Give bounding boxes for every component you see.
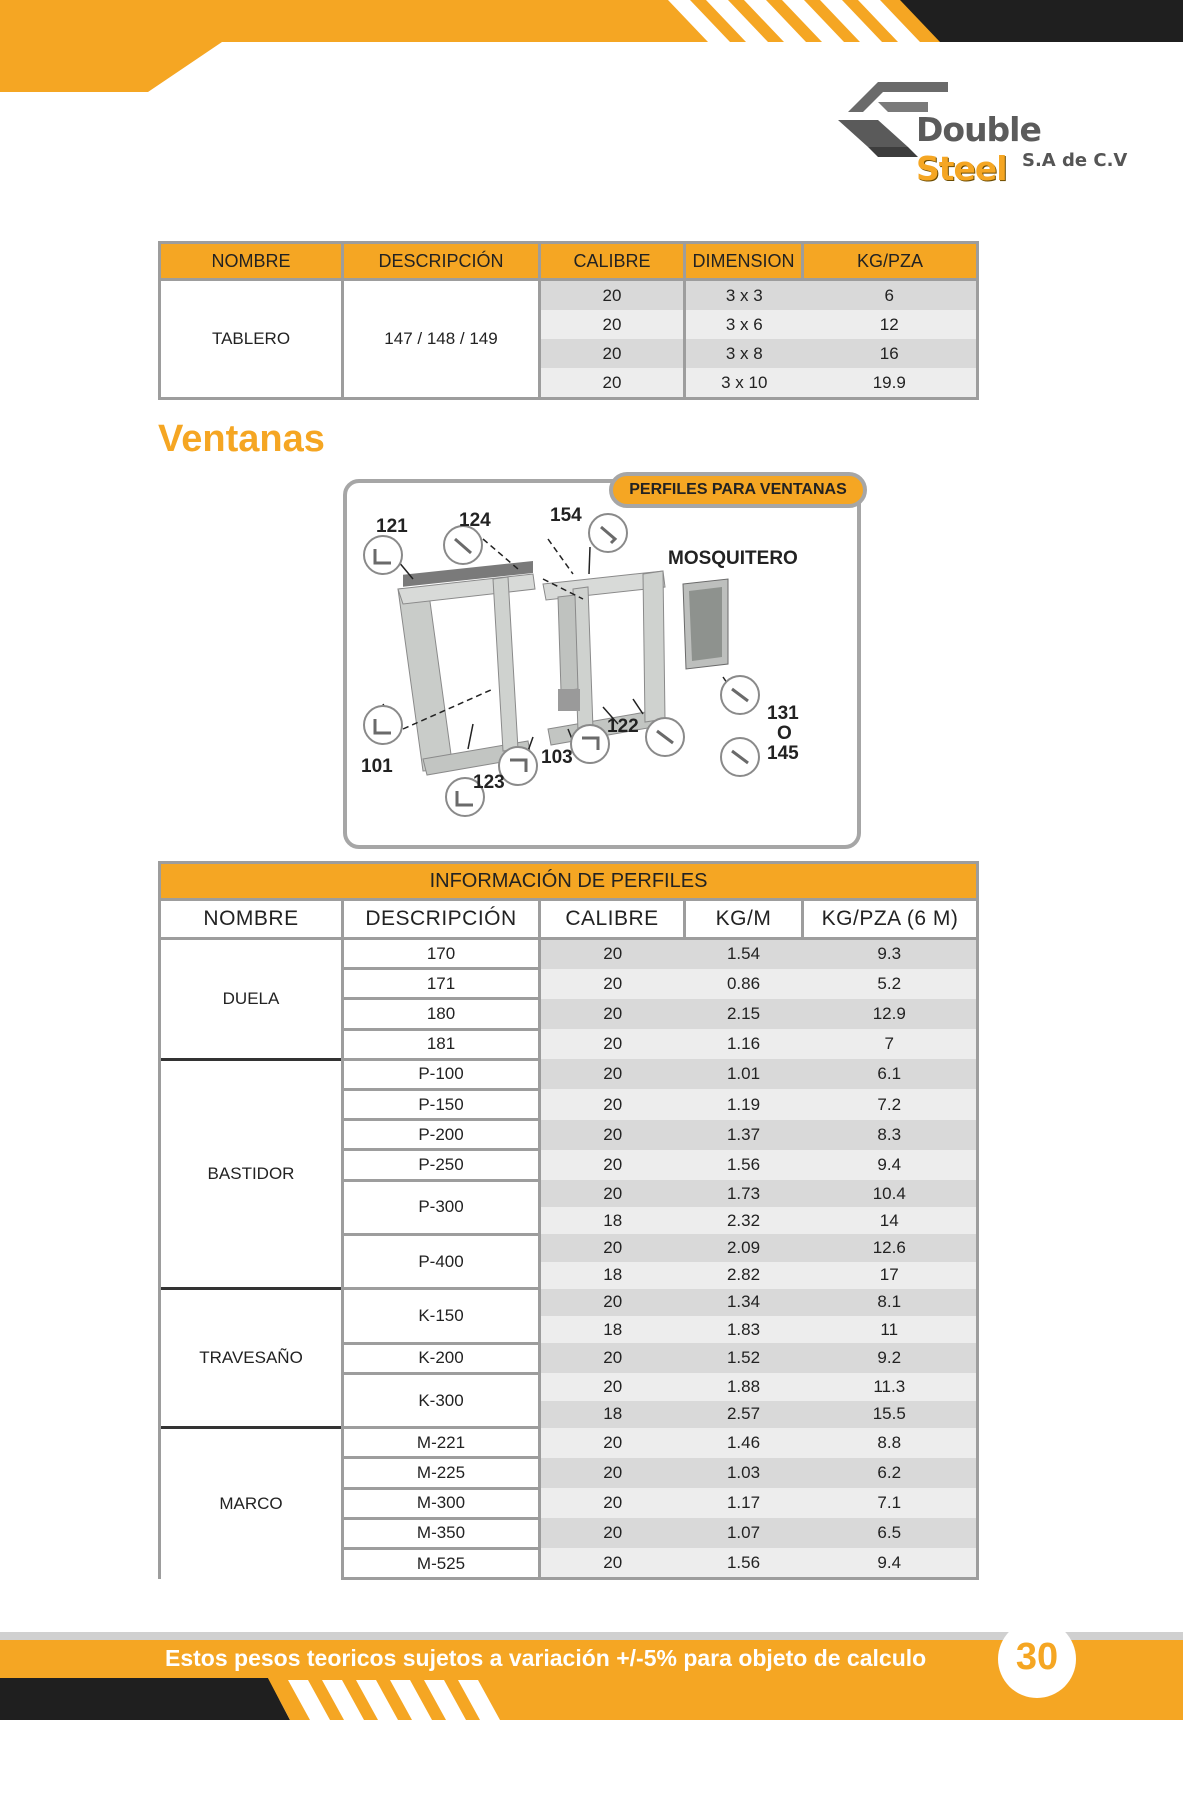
cell-description: P-300 — [343, 1180, 540, 1234]
cell-kg-m: 1.46 — [726, 1432, 761, 1452]
label-131: 131 — [767, 703, 799, 724]
cell-description: K-150 — [343, 1289, 540, 1343]
cell-description: M-225 — [343, 1458, 540, 1488]
table-header — [160, 243, 978, 280]
profile-122-icon — [571, 725, 609, 763]
cell-description: 180 — [343, 999, 540, 1029]
cell-calibre: 20 — [540, 1029, 685, 1059]
cell-kg-m: 1.03 — [726, 1462, 761, 1482]
cell-description: M-221 — [343, 1428, 540, 1458]
cell-kg-m: 1.54 — [726, 944, 761, 964]
table-row — [160, 939, 978, 969]
cell-kg-pza: 12.6 — [803, 1234, 978, 1261]
cell-description: 170 — [343, 939, 540, 969]
cell-kg-m: 2.82 — [726, 1265, 761, 1285]
diagram-badge: PERFILES PARA VENTANAS — [609, 472, 867, 508]
cell-dimension: 3 x 6 — [725, 314, 763, 334]
cell-calibre: 20 — [540, 1059, 685, 1089]
cell-kg-m: 1.37 — [726, 1124, 761, 1144]
cell-kg-m: 1.56 — [685, 1548, 803, 1578]
cell-calibre: 20 — [540, 1343, 685, 1373]
cell-calibre: 18 — [540, 1262, 685, 1289]
window-frame-right-illustration — [543, 571, 665, 745]
label-154: 154 — [550, 505, 582, 526]
cell-kg-pza: 14 — [803, 1207, 978, 1234]
cell-kg-m: 1.16 — [726, 1034, 761, 1054]
cell-kg-pza: 7.2 — [803, 1089, 978, 1119]
cell-description: P-200 — [343, 1120, 540, 1150]
window-profiles-illustration — [343, 479, 861, 849]
cell-calibre: 18 — [540, 1401, 685, 1428]
cell-calibre: 20 — [540, 1234, 685, 1261]
cell-calibre: 20 — [540, 339, 685, 368]
cell-dimension: 3 x 10 — [685, 368, 803, 399]
cell-kg-pza: 8.1 — [803, 1289, 978, 1316]
table-row — [160, 1289, 978, 1316]
cell-kg-pza: 6.5 — [803, 1518, 978, 1548]
label-103: 103 — [541, 747, 573, 768]
cell-calibre: 20 — [540, 1120, 685, 1150]
cell-calibre: 20 — [540, 1150, 685, 1180]
cell-kg-pza: 16 — [803, 339, 978, 368]
cell-calibre: 20 — [540, 1428, 685, 1458]
product-description: 147 / 148 / 149 — [343, 280, 540, 399]
cell-description: M-350 — [343, 1518, 540, 1548]
cell-description: K-200 — [343, 1343, 540, 1373]
cell-description: M-300 — [343, 1488, 540, 1518]
cell-kg-pza: 7 — [803, 1029, 978, 1059]
cell-calibre: 20 — [540, 1458, 685, 1488]
cell-kg-pza: 5.2 — [803, 969, 978, 999]
cell-kg-m: 1.34 — [726, 1292, 761, 1312]
cell-kg-m: 2.15 — [726, 1003, 761, 1023]
cell-kg-pza: 19.9 — [803, 368, 978, 399]
cell-kg-pza: 7.1 — [803, 1488, 978, 1518]
cell-calibre: 20 — [540, 1289, 685, 1316]
cell-description: P-100 — [343, 1059, 540, 1089]
cell-description: P-150 — [343, 1089, 540, 1119]
cell-description: P-400 — [343, 1234, 540, 1288]
cell-kg-m: 1.52 — [726, 1348, 761, 1368]
label-122: 122 — [607, 716, 639, 737]
label-145: 145 — [767, 743, 799, 764]
cell-kg-m: 1.83 — [726, 1319, 761, 1339]
cell-calibre: 20 — [540, 1089, 685, 1119]
cell-kg-pza: 9.4 — [803, 1150, 978, 1180]
cell-dimension: 3 x 8 — [725, 343, 763, 363]
product-name: TABLERO — [160, 280, 343, 399]
cell-calibre: 20 — [540, 1180, 685, 1207]
cell-kg-pza: 11.3 — [803, 1373, 978, 1400]
cell-kg-pza: 17 — [803, 1262, 978, 1289]
header-kg-pza: KG/PZA — [803, 243, 978, 280]
cell-kg-pza: 8.8 — [803, 1428, 978, 1458]
cell-kg-pza: 6.1 — [803, 1059, 978, 1089]
header-calibre: CALIBRE — [540, 900, 685, 939]
label-121: 121 — [376, 516, 408, 537]
table-caption: INFORMACIÓN DE PERFILES — [160, 863, 978, 900]
profiles-table — [158, 861, 979, 1580]
footer-note: Estos pesos teoricos sujetos a variación +/-5% para objeto de calculo — [165, 1645, 927, 1671]
cell-kg-m: 1.56 — [726, 1154, 761, 1174]
cell-calibre: 18 — [540, 1316, 685, 1343]
cell-kg-pza: 12 — [803, 310, 978, 339]
cell-calibre: 20 — [540, 280, 685, 311]
company-logo — [838, 72, 1138, 188]
cell-kg-m: 2.57 — [726, 1404, 761, 1424]
company-suffix: S.A de C.V — [1022, 150, 1128, 171]
label-mosquitero: MOSQUITERO — [668, 548, 798, 569]
cell-description: P-250 — [343, 1150, 540, 1180]
cell-calibre: 20 — [540, 939, 685, 969]
group-name: MARCO — [160, 1428, 343, 1579]
cell-kg-pza: 6 — [803, 280, 978, 311]
cell-kg-pza: 10.4 — [803, 1180, 978, 1207]
cell-kg-m: 0.86 — [726, 973, 761, 993]
cell-kg-pza: 11 — [803, 1316, 978, 1343]
cell-kg-pza: 15.5 — [803, 1401, 978, 1428]
tablero-table — [158, 241, 979, 400]
group-name: TRAVESAÑO — [160, 1289, 343, 1428]
table-row — [160, 1059, 978, 1089]
group-name: BASTIDOR — [160, 1059, 343, 1289]
table-header — [160, 900, 978, 939]
cell-calibre: 20 — [540, 368, 685, 399]
cell-kg-pza: 9.3 — [803, 939, 978, 969]
cell-kg-pza: 12.9 — [803, 999, 978, 1029]
table-row — [160, 1428, 978, 1458]
cell-calibre: 20 — [540, 1518, 685, 1548]
cell-kg-m: 1.88 — [726, 1376, 761, 1396]
cell-kg-pza: 8.3 — [803, 1120, 978, 1150]
header-kg-m: KG/M — [685, 900, 803, 939]
label-101: 101 — [361, 756, 393, 777]
group-name: DUELA — [160, 939, 343, 1060]
cell-calibre: 18 — [540, 1207, 685, 1234]
company-name: Double Steel — [916, 110, 1041, 188]
cell-description: 171 — [343, 969, 540, 999]
cell-kg-m: 2.32 — [726, 1210, 761, 1230]
cell-calibre: 20 — [540, 969, 685, 999]
header-nombre: NOMBRE — [160, 243, 343, 280]
cell-calibre: 20 — [540, 1548, 685, 1578]
window-frame-left-illustration — [398, 561, 535, 775]
cell-description: 181 — [343, 1029, 540, 1059]
label-124: 124 — [459, 510, 491, 531]
cell-kg-m: 1.73 — [726, 1183, 761, 1203]
cell-description: M-525 — [343, 1548, 540, 1578]
cell-kg-m: 1.19 — [726, 1094, 761, 1114]
label-o: O — [777, 723, 792, 744]
section-title: Ventanas — [158, 418, 325, 460]
cell-kg-m: 1.07 — [726, 1523, 761, 1543]
cell-description: K-300 — [343, 1373, 540, 1427]
cell-dimension: 3 x 3 — [725, 285, 763, 305]
cell-kg-pza: 6.2 — [803, 1458, 978, 1488]
cell-calibre: 20 — [540, 1373, 685, 1400]
cell-kg-m: 1.17 — [726, 1493, 761, 1513]
header-descripcion: DESCRIPCIÓN — [343, 900, 540, 939]
header-descripcion: DESCRIPCIÓN — [343, 243, 540, 280]
cell-kg-m: 1.01 — [726, 1064, 761, 1084]
cell-calibre: 20 — [540, 1488, 685, 1518]
header-nombre: NOMBRE — [160, 900, 343, 939]
header-calibre: CALIBRE — [540, 243, 685, 280]
cell-calibre: 20 — [540, 310, 685, 339]
cell-calibre: 20 — [540, 999, 685, 1029]
cell-kg-pza: 9.2 — [803, 1343, 978, 1373]
mosquitero-screen-illustration — [683, 579, 728, 669]
cell-kg-m: 2.09 — [726, 1237, 761, 1257]
table-row — [160, 280, 978, 311]
cell-kg-pza: 9.4 — [803, 1548, 978, 1578]
page-number: 30 — [1015, 1636, 1059, 1678]
header-kg-pza: KG/PZA (6 M) — [803, 900, 978, 939]
label-123: 123 — [473, 772, 505, 793]
profile-101-icon — [364, 706, 402, 744]
header-dimension: DIMENSION — [685, 243, 803, 280]
profile-121-icon — [364, 536, 402, 574]
